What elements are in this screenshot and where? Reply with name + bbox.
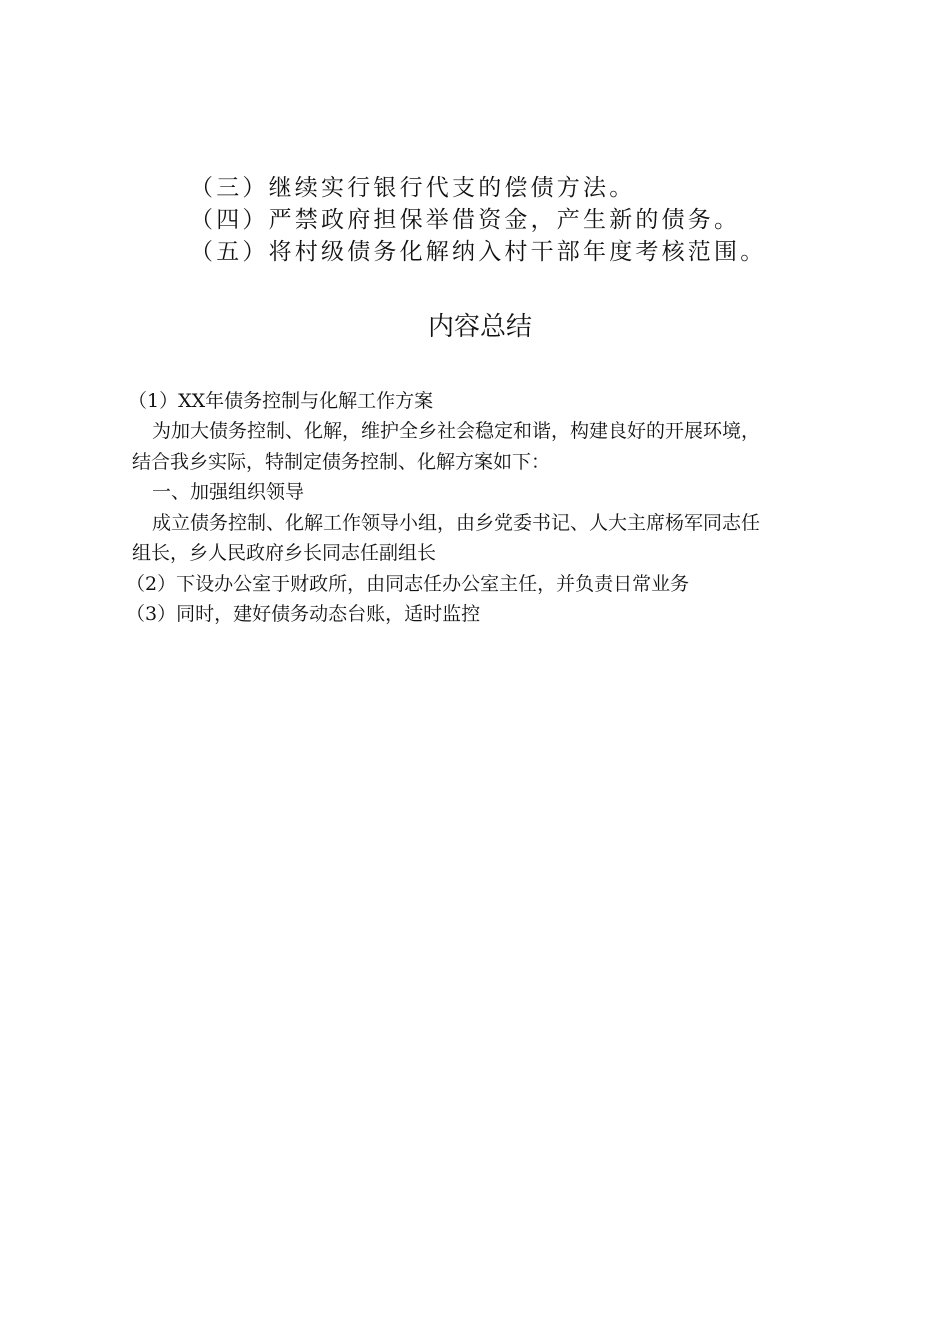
summary-paragraph-line: 组长，乡人民政府乡长同志任副组长: [132, 542, 437, 564]
summary-paragraph-line: 结合我乡实际，特制定债务控制、化解方案如下：: [132, 451, 551, 473]
summary-title: 内容总结: [427, 312, 532, 342]
summary-paragraph-line: 为加大债务控制、化解，维护全乡社会稳定和谐，构建良好的开展环境，: [152, 420, 761, 442]
list-item-4: （四）严禁政府担保举借资金，产生新的债务。: [190, 207, 741, 233]
list-item-5: （五）将村级债务化解纳入村干部年度考核范围。: [190, 239, 767, 265]
summary-section-heading: 一、加强组织领导: [152, 481, 305, 503]
summary-heading-1: （1）XX年债务控制与化解工作方案: [128, 390, 434, 412]
summary-paragraph-line: 成立债务控制、化解工作领导小组，由乡党委书记、人大主席杨军同志任: [152, 512, 761, 534]
summary-item-3: （3）同时，建好债务动态台账，适时监控: [126, 603, 481, 625]
list-item-3: （三）继续实行银行代支的偿债方法。: [190, 175, 636, 201]
summary-item-2: （2）下设办公室于财政所，由同志任办公室主任，并负责日常业务: [126, 573, 690, 595]
